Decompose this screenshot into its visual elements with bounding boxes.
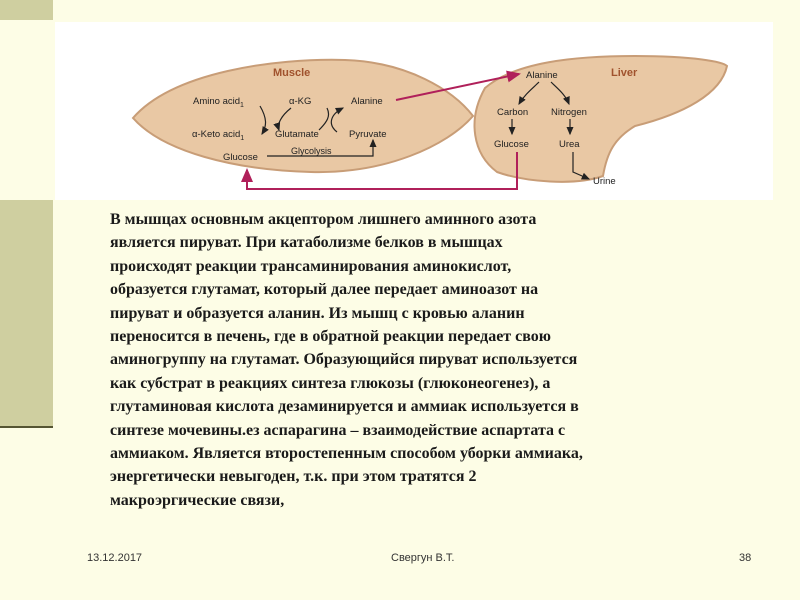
muscle-pyruvate: Pyruvate [349, 129, 387, 140]
liver-nitrogen: Nitrogen [551, 107, 587, 118]
urine-label: Urine [593, 176, 616, 187]
body-line: является пируват. При катаболизме белков в мышцах [110, 234, 503, 252]
body-line: как субстрат в реакциях синтеза глюкозы (глюконеогенез), а [110, 374, 551, 392]
muscle-liver-diagram [55, 22, 773, 200]
liver-carbon: Carbon [497, 107, 529, 118]
muscle-glucose: Glucose [223, 152, 258, 163]
liver-urea: Urea [559, 139, 580, 150]
muscle-amino-acid: Amino acid$_1$ [193, 96, 244, 109]
muscle-keto-acid: α-Keto acid$_1$ [192, 129, 245, 142]
footer-author: Свергун В.Т. [391, 552, 455, 564]
liver-title: Liver [611, 67, 638, 79]
muscle-alpha-kg: α-KG [289, 96, 312, 107]
liver-glucose: Glucose [494, 139, 529, 150]
body-line: энергетически невыгоден, т.к. при этом тратятся 2 [110, 468, 477, 486]
body-line: В мышцах основным акцептором лишнего аминного азота [110, 211, 537, 228]
decor-band-top [0, 0, 53, 20]
body-line: макроэргические связи, [110, 491, 285, 509]
muscle-glycolysis: Glycolysis [291, 146, 332, 156]
body-line: переносится в печень, где в обратной реакции передает свою [110, 328, 552, 346]
footer-page-number: 38 [739, 552, 752, 564]
body-line: синтезе мочевины.ез аспарагина – взаимодействие аспартата с [110, 421, 566, 439]
body-line: пируват и образуется аланин. Из мышц с кровью аланин [110, 304, 525, 322]
muscle-glutamate: Glutamate [275, 129, 319, 140]
body-line: образуется глутамат, который далее передает аминоазот на [110, 281, 539, 299]
body-line: происходят реакции трансаминирования аминокислот, [110, 257, 512, 275]
decor-band-divider [0, 426, 53, 428]
footer-date: 13.12.2017 [87, 552, 143, 564]
liver-alanine: Alanine [526, 70, 558, 81]
muscle-alanine: Alanine [351, 96, 383, 107]
body-text [110, 208, 750, 512]
body-line: глутаминовая кислота дезаминируется и аммиак используется в [110, 398, 579, 416]
muscle-title: Muscle [273, 67, 311, 79]
body-line: аминогруппу на глутамат. Образующийся пируват используется [110, 351, 578, 369]
diagram-svg [55, 22, 773, 200]
body-line: аммиаком. Является второстепенным способом уборки аммиака, [110, 445, 583, 463]
decor-band-side [0, 200, 53, 426]
